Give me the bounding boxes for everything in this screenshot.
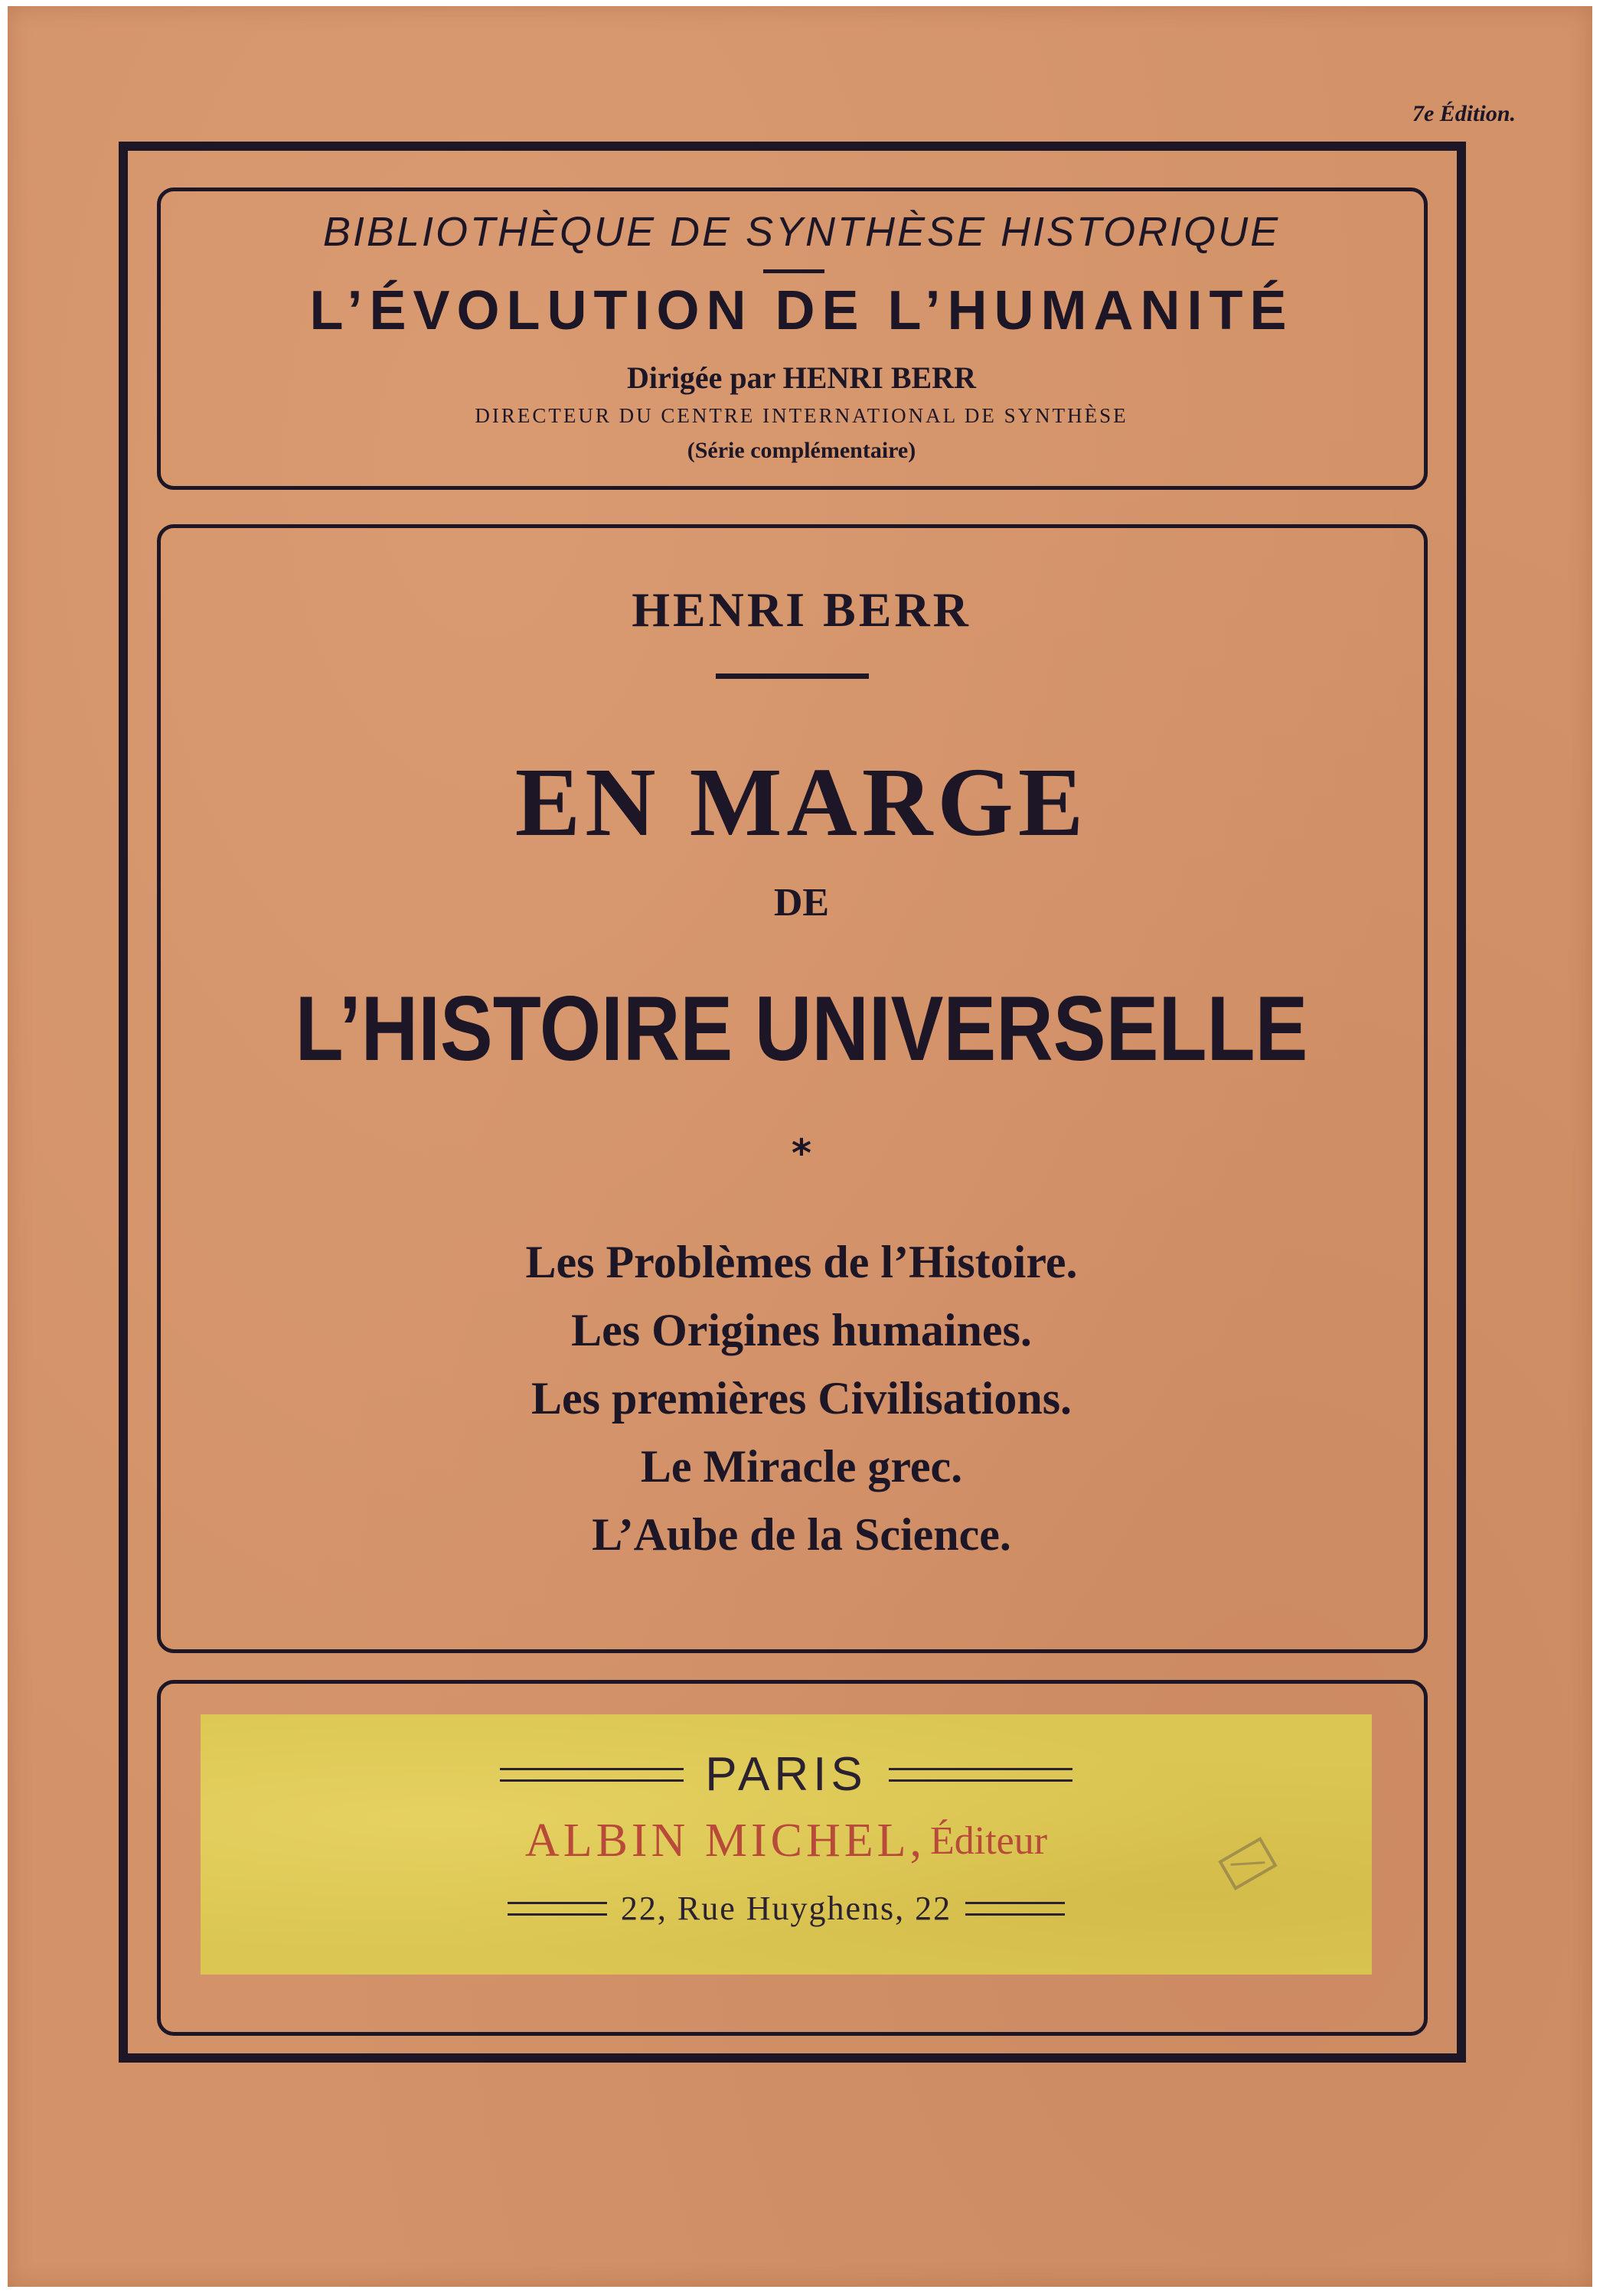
volume-mark: *	[791, 1131, 812, 1176]
book-title-line-2: DE	[773, 881, 830, 925]
right-double-rule	[965, 1902, 1065, 1916]
series-editor: Dirigée par HENRI BERR	[627, 360, 976, 395]
publisher-name: ALBIN MICHEL,	[524, 1815, 926, 1867]
left-double-rule	[500, 1768, 684, 1782]
author-divider	[716, 673, 869, 679]
book-title-line-1: EN MARGE	[514, 748, 1089, 856]
subseries-label: (Série complémentaire)	[687, 438, 916, 463]
editor-title: DIRECTEUR DU CENTRE INTERNATIONAL DE SYNTHÈSE	[475, 404, 1128, 427]
publisher-row	[201, 1814, 1372, 1868]
contents-item: Les Origines humaines.	[571, 1305, 1032, 1355]
collection-title: L’ÉVOLUTION DE L’HUMANITÉ	[309, 280, 1294, 341]
series-name: BIBLIOTHÈQUE DE SYNTHÈSE HISTORIQUE	[322, 209, 1281, 255]
publisher-role: Éditeur	[930, 1819, 1048, 1863]
publisher-city: PARIS	[705, 1748, 867, 1801]
contents-item: L’Aube de la Science.	[592, 1509, 1011, 1560]
right-double-rule	[889, 1768, 1072, 1782]
left-double-rule	[508, 1902, 607, 1916]
city-row	[201, 1747, 1372, 1802]
edition-note: 7e Édition.	[1412, 101, 1516, 126]
address-row	[201, 1889, 1372, 1928]
contents-list	[0, 1228, 1603, 1569]
publisher-address: 22, Rue Huyghens, 22	[620, 1890, 952, 1927]
contents-item: Les premières Civilisations.	[531, 1373, 1072, 1424]
series-divider	[763, 269, 824, 273]
contents-item: Le Miracle grec.	[640, 1441, 963, 1492]
book-title-line-3: L’HISTOIRE UNIVERSELLE	[295, 977, 1308, 1080]
contents-item: Les Problèmes de l’Histoire.	[525, 1237, 1078, 1287]
author-name: HENRI BERR	[632, 582, 971, 637]
